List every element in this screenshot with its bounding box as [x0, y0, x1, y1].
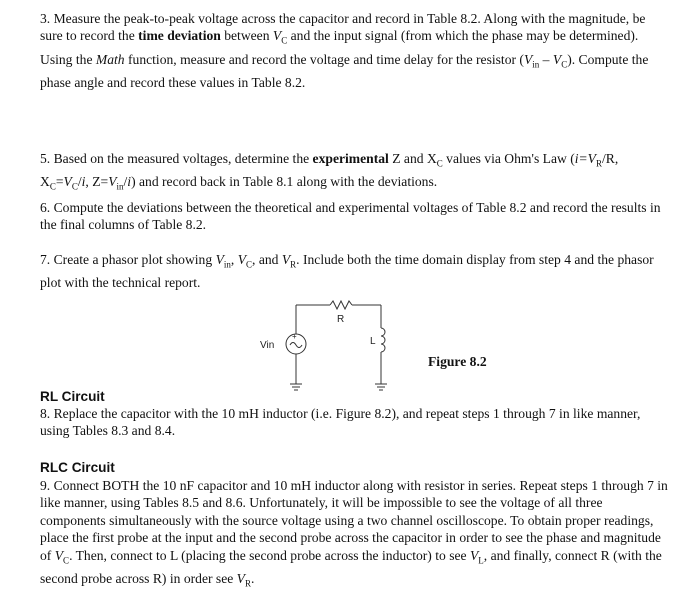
math-function-name: Math: [95, 51, 125, 67]
step-6-paragraph: 6. Compute the deviations between the theoretical and experimental voltages of Table 8.2 and record the results in the final columns of Table 8.2.: [40, 200, 661, 233]
step-7-paragraph: 7. Create a phasor plot showing $V_{in}$, $V_C$, and $V_R$. Include both the time domain display from step 4 and the phasor plot with the technical report.: [40, 252, 654, 291]
resistor-label: R: [337, 314, 345, 325]
step-5-paragraph: 5. Based on the measured voltages, determine the experimental Z and $X_C$ values via Ohm's Law ($i=V_R/R$, $X_C=V_C/i$, $Z=V_{in}/i$) and record back in Table 8.1 along with the deviations.: [40, 151, 619, 192]
step-8-paragraph: 8. Replace the capacitor with the 10 mH inductor (i.e. Figure 8.2), and repeat steps 1 through 7 in like manner, using Tables 8.3 and 8.4.: [40, 406, 641, 439]
emphasis-experimental: experimental: [312, 151, 389, 166]
resistor-symbol: [330, 301, 352, 309]
inductor-symbol: [381, 328, 385, 352]
source-plus-sign: +: [292, 332, 297, 341]
rlc-circuit-heading: RLC Circuit: [40, 460, 115, 475]
rl-circuit-heading: RL Circuit: [40, 389, 105, 404]
rl-circuit-schematic: [250, 292, 420, 397]
source-label: Vin: [260, 340, 275, 351]
inductor-label: L: [370, 336, 376, 347]
step-9-paragraph: 9. Connect BOTH the 10 nF capacitor and 10 mH inductor along with resistor in series. Repeat steps 1 through 7 in like manner, using Tables 8.5 and 8.6. Unfortunately, it will be impossible to see the voltage of all three components simultaneously with the source voltage using a two channel oscilloscope. To obtain proper readings, place the first probe at the input and the second probe across the capacitor in order to see the phase and magnitude of $V_C$. Then, connect to L (placing the second probe across the inductor) to see $V_L$, and finally, connect R (with the second probe across R) in order see $V_R$.: [40, 478, 668, 589]
emphasis-time-deviation: time deviation: [138, 28, 221, 44]
figure-caption: Figure 8.2: [428, 354, 487, 369]
sine-wave-icon: [290, 343, 302, 348]
step-3-paragraph: 3. Measure the peak-to-peak voltage across the capacitor and record in Table 8.2. Along with the magnitude, be sure to record the time deviation between $V_C$ and the input signal (from which the phase may be determined). Using the Math function, measure and record the voltage and time delay for the resistor $(V_{in} - V_C)$. Compute the phase angle and record these values in Table 8.2.: [40, 11, 649, 90]
